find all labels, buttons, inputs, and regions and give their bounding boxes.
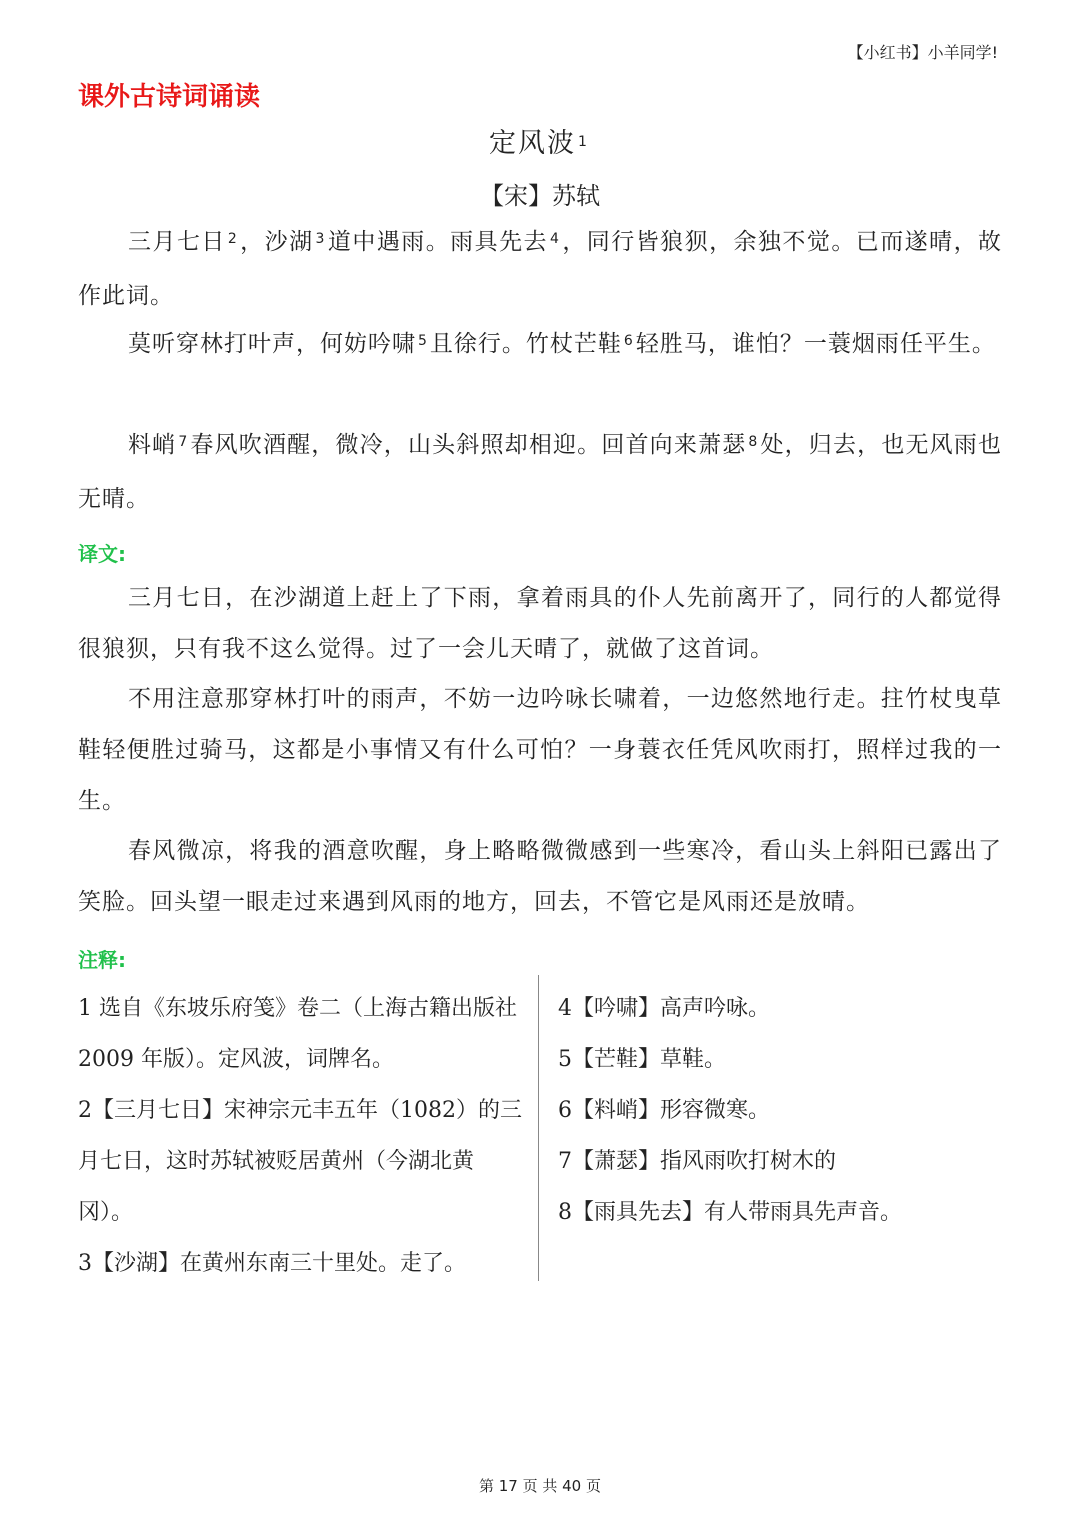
- notes-right-column: [558, 983, 998, 1238]
- text-run: ，沙湖: [239, 229, 314, 255]
- note-item: 7【萧瑟】指风雨吹打树木的: [558, 1149, 836, 1174]
- poem-title-text: 定风波: [489, 128, 577, 159]
- source-tag: 【小红书】小羊同学!: [847, 43, 998, 62]
- translation-paragraph: 不用注意那穿林打叶的雨声，不妨一边吟咏长啸着，一边悠然地行走。拄竹杖曳草鞋轻便胜过骑马，这都是小事情又有什么可怕？一身蓑衣任凭风吹雨打，照样过我的一生。: [78, 686, 1002, 814]
- notes-heading: 注释:: [78, 948, 126, 972]
- text-run: 春风吹酒醒，微冷，山头斜照却相迎。回首向来萧瑟: [190, 432, 747, 458]
- footnote-ref: 7: [178, 434, 189, 450]
- note-item: 2【三月七日】宋神宗元丰五年（1082）的三月七日，这时苏轼被贬居黄州（今湖北黄冈）。: [78, 1098, 522, 1225]
- translation-paragraph: 三月七日，在沙湖道上赶上了下雨，拿着雨具的仆人先前离开了，同行的人都觉得很狼狈，只有我不这么觉得。过了一会儿天晴了，就做了这首词。: [78, 585, 1002, 662]
- footnote-ref: 6: [623, 333, 634, 349]
- footnote-ref: 5: [418, 333, 428, 349]
- column-divider: [538, 975, 539, 1281]
- footnote-ref: 4: [549, 231, 560, 247]
- poem-title: [0, 121, 1080, 160]
- text-run: 料峭: [128, 432, 177, 458]
- footnote-ref: 1: [578, 134, 589, 150]
- text-run: 三月七日: [128, 229, 226, 255]
- poem-preface: [78, 217, 1002, 322]
- poem-stanza-2: [78, 420, 1002, 525]
- text-run: ，同行皆狼狈，余独不觉。已而遂晴，故作此词。: [78, 229, 1003, 309]
- poem-author: 【宋】苏轼: [480, 182, 600, 210]
- text-run: 莫听穿林打叶声，何妨吟啸: [128, 331, 416, 357]
- text-run: 且徐行。竹杖芒鞋: [429, 331, 622, 357]
- note-item: 3【沙湖】在黄州东南三十里处。走了。: [78, 1251, 466, 1276]
- notes-left-column: [78, 983, 524, 1289]
- text-run: 道中遇雨。雨具先去: [327, 229, 548, 255]
- footnote-ref: 8: [748, 434, 759, 450]
- page-footer: 第 17 页 共 40 页: [478, 1477, 601, 1495]
- note-item: 5【芒鞋】草鞋。: [558, 1047, 726, 1072]
- note-item: 4【吟啸】高声吟咏。: [558, 996, 770, 1021]
- note-item: 8【雨具先去】有人带雨具先声音。: [558, 1200, 902, 1225]
- poem-stanza-1: [78, 319, 1002, 373]
- footnote-ref: 2: [227, 231, 238, 247]
- translation-heading: 译文:: [78, 542, 126, 566]
- text-run: 处，归去，也无风雨也无晴。: [78, 432, 1003, 512]
- translation-paragraph: 春风微凉，将我的酒意吹醒，身上略略微微感到一些寒冷，看山头上斜阳已露出了笑脸。回头望一眼走过来遇到风雨的地方，回去，不管它是风雨还是放晴。: [78, 838, 1002, 915]
- section-title: 课外古诗词诵读: [78, 82, 261, 112]
- note-item: 6【料峭】形容微寒。: [558, 1098, 770, 1123]
- text-run: 轻胜马，谁怕？一蓑烟雨任平生。: [635, 331, 996, 357]
- footnote-ref: 3: [315, 231, 326, 247]
- note-item: 1 选自《东坡乐府笺》卷二（上海古籍出版社 2009 年版）。定风波，词牌名。: [78, 996, 517, 1072]
